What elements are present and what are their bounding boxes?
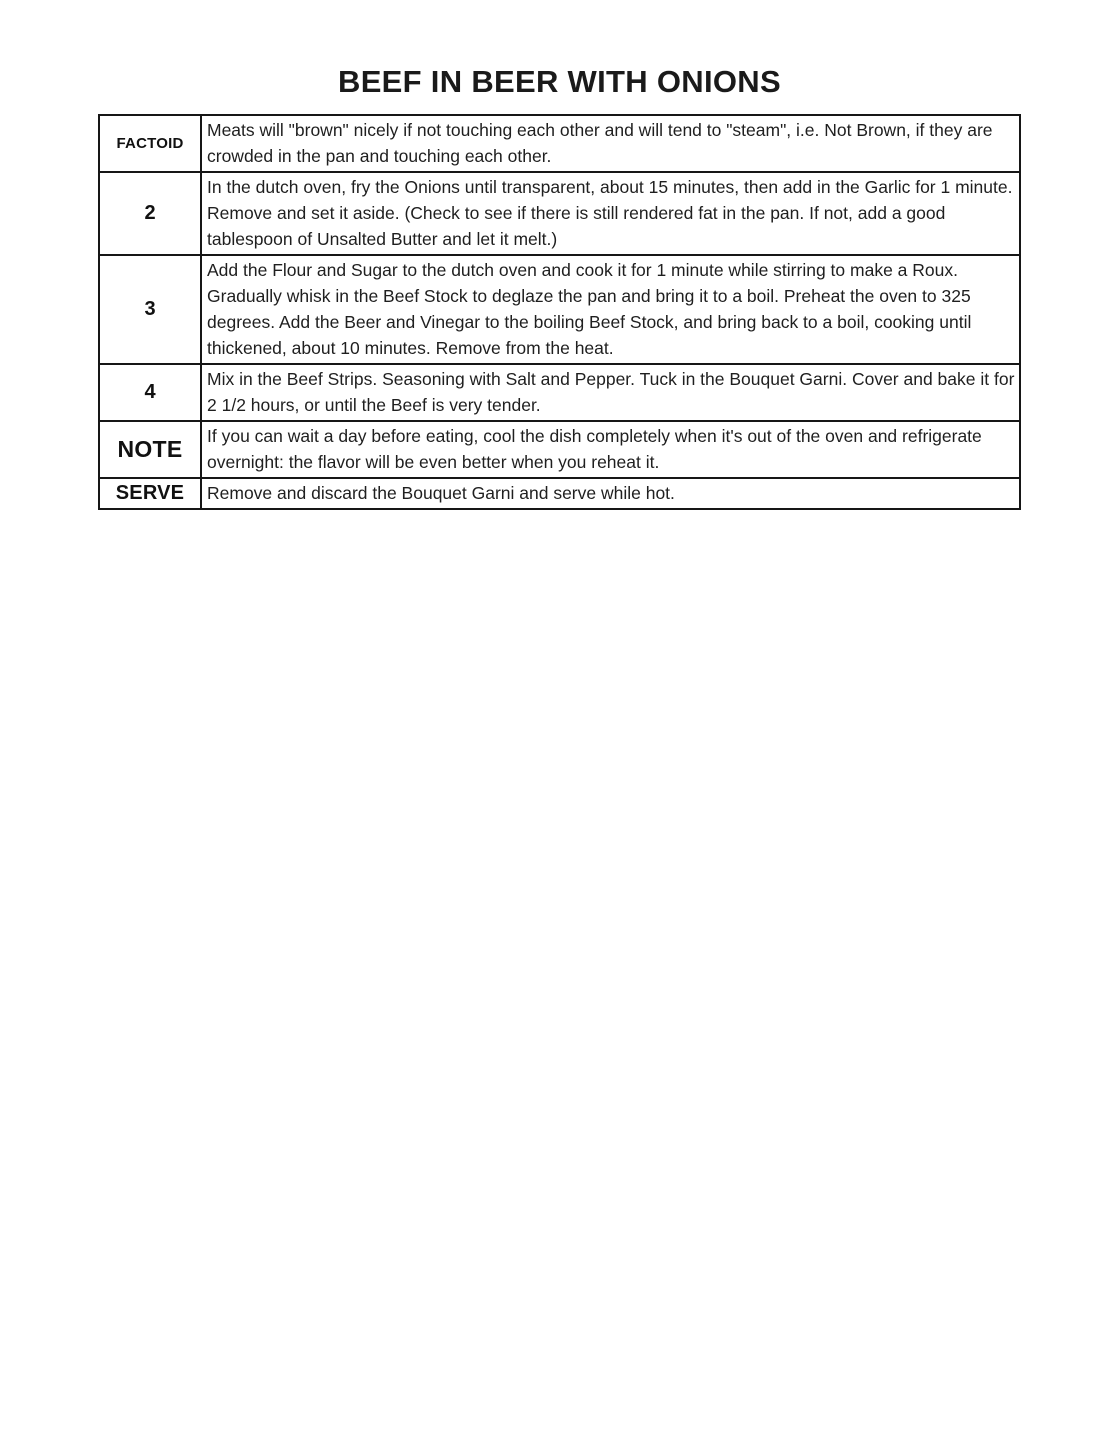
row-text: Meats will "brown" nicely if not touching each other and will tend to "steam", i.e. Not Brown, if they are crowded in the pan and touching each other. — [201, 115, 1020, 172]
table-row — [99, 115, 1020, 172]
row-text: If you can wait a day before eating, cool the dish completely when it's out of the oven and refrigerate overnight: the flavor will be even better when you reheat it. — [201, 421, 1020, 478]
row-text: Add the Flour and Sugar to the dutch oven and cook it for 1 minute while stirring to make a Roux. Gradually whisk in the Beef Stock to deglaze the pan and bring it to a boil. Preheat the oven to 325 degrees. Add the Beer and Vinegar to the boiling Beef Stock, and bring back to a boil, cooking until thickened, about 10 minutes. Remove from the heat. — [201, 255, 1020, 364]
row-label: NOTE — [99, 421, 201, 478]
row-label: 2 — [99, 172, 201, 255]
document-page — [0, 0, 1119, 510]
row-label: SERVE — [99, 478, 201, 509]
recipe-steps-table — [98, 114, 1021, 510]
row-text: Remove and discard the Bouquet Garni and serve while hot. — [201, 478, 1020, 509]
row-text: Mix in the Beef Strips. Seasoning with Salt and Pepper. Tuck in the Bouquet Garni. Cover and bake it for 2 1/2 hours, or until the Beef is very tender. — [201, 364, 1020, 421]
table-row — [99, 364, 1020, 421]
row-label: 4 — [99, 364, 201, 421]
table-row — [99, 421, 1020, 478]
table-row — [99, 255, 1020, 364]
row-text: In the dutch oven, fry the Onions until transparent, about 15 minutes, then add in the Garlic for 1 minute. Remove and set it aside. (Check to see if there is still rendered fat in the pan. If not, add a good tablespoon of Unsalted Butter and let it melt.) — [201, 172, 1020, 255]
table-row — [99, 478, 1020, 509]
row-label: 3 — [99, 255, 201, 364]
page-title: BEEF IN BEER WITH ONIONS — [338, 64, 781, 99]
row-label: FACTOID — [99, 115, 201, 172]
recipe-steps-table-body — [99, 115, 1020, 509]
table-row — [99, 172, 1020, 255]
